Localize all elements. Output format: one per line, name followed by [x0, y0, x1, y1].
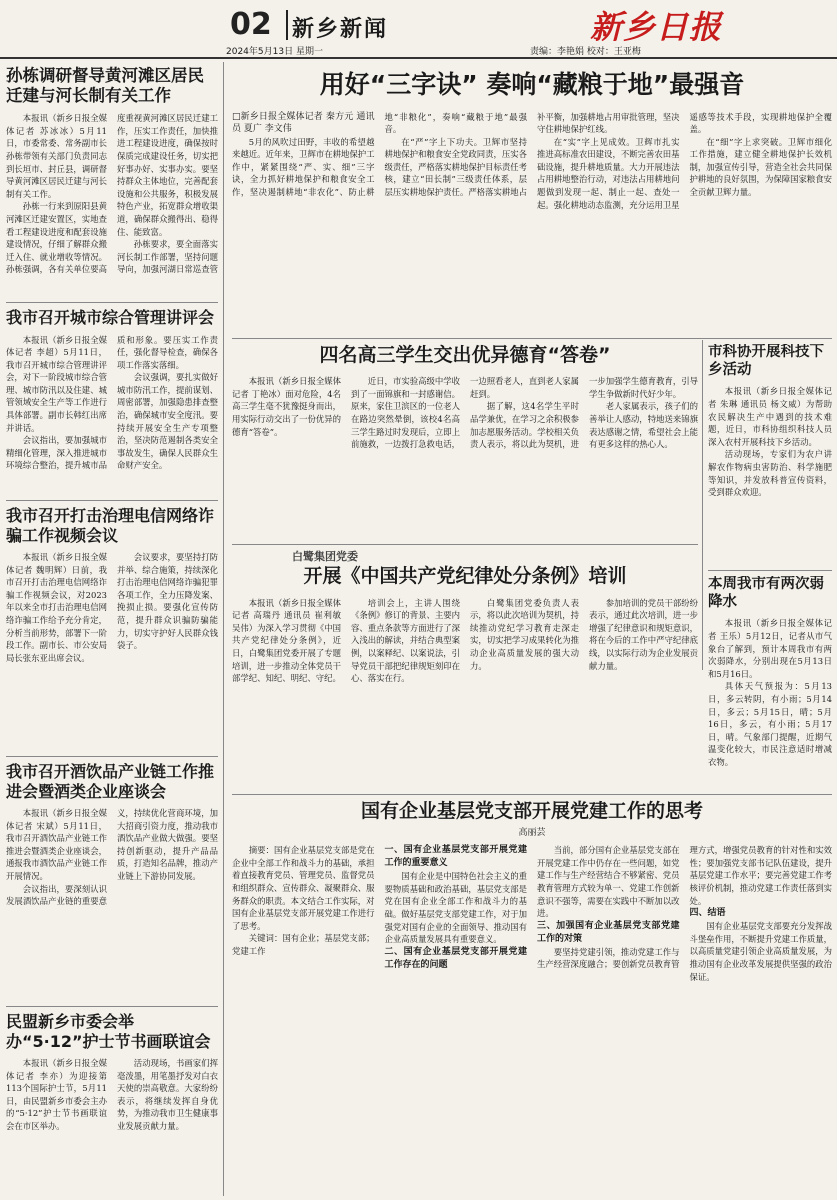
paragraph: 会议指出，要加强城市精细化管理，深入推进城市环境综合整治，提升城市品质和形象。要压实工作责任，强化督导检查，确保各项工作落实落细。 [6, 334, 218, 471]
masthead-rule [0, 57, 837, 59]
paragraph: 活动现场，专家们为农户讲解农作物病虫害防治、科学施肥等知识，并发放科普宣传资料，受到群众欢迎。 [708, 449, 832, 498]
section-heading: 三、加强国有企业基层党支部党建工作的对策 [537, 920, 680, 944]
article-divider [6, 756, 218, 757]
headline: 民盟新乡市委会举办“5·12”护士节书画联谊会 [6, 1012, 211, 1051]
column-divider [223, 62, 224, 1196]
article-science-association [708, 344, 832, 566]
headline: 四名高三学生交出优异德育“答卷” [319, 344, 611, 366]
headline: 国有企业基层党支部开展党建工作的思考 [360, 800, 703, 822]
paragraph: 本报讯（新乡日报全媒体记者 苏冰冰）5月11日，市委常委、常务副市长孙栋带领有关部门负责同志到长垣市、封丘县，调研督导黄河滩区居民迁建与河长制有关工作。 [6, 113, 107, 199]
abstract: 摘要：国有企业基层党支部是党在企业中全部工作和战斗力的基础，承担着直接教育党员、管理党员、监督党员和组织群众、宣传群众、凝聚群众、服务群众的职责。本文结合工作实际，对国有企业基层党支部开展党建工作进行了思考。 [232, 845, 375, 931]
paragraph: 孙栋一行来到原阳县黄河滩区迁建安置区，实地查看工程建设进度和配套设施建设情况，仔细了解群众搬迁入住、就业增收等情况。孙栋强调，各有关单位要高度重视黄河滩区居民迁建工作，压实工作责任，加快推进工程建设进度，确保按时保质完成建设任务，切实把好事办好、实事办实。要坚持群众主体地位，完善配套设施和公共服务，积极发展特色产业，拓宽群众增收渠道，确保群众搬得出、稳得住、能致富。 [6, 113, 218, 275]
article-divider [6, 302, 218, 303]
article-divider [232, 338, 832, 339]
page-number: 02 [230, 10, 288, 40]
headline: 我市召开打击治理电信网络诈骗工作视频会议 [6, 506, 215, 545]
editor-credits: 责编：李艳娟 校对：王亚梅 [530, 47, 641, 57]
headline: 我市召开酒饮品产业链工作推进会暨酒类企业座谈会 [6, 762, 215, 801]
article-body [708, 385, 832, 563]
paragraph: 本报讯（新乡日报全媒体记者 丁艳冰）面对危险，4名高三学生毫不犹豫挺身而出，用实际行动交出了一份优异的德育“答卷”。 [232, 376, 341, 437]
paragraph: 国有企业是中国特色社会主义的重要物质基础和政治基础，基层党支部是党在国有企业全部工作和战斗力的基础。做好基层党支部党建工作，对于加强党对国有企业的全面领导、推动国有企业高质量发展具有重要意义。 [384, 871, 527, 945]
paragraph: 培训会上，主讲人围绕《条例》修订的背景、主要内容、重点条款等方面进行了深入浅出的解读，并结合典型案例，以案释纪、以案说法，引导党员干部把纪律规矩刻印在心、落实在行。 [351, 597, 460, 684]
article-body [6, 807, 218, 997]
paragraph: 会议指出，要深刻认识发展酒饮品产业链的重要意义，持续优化营商环境，加大招商引资力度，推动我市酒饮品产业做大做强。要坚持创新驱动，提升产品品质，打造知名品牌，推动产业链上下游协同发展。 [6, 808, 218, 907]
keywords: 关键词：国有企业；基层党支部；党建工作 [232, 933, 375, 956]
paragraph: 在“严”字上下功夫。卫辉市坚持耕地保护和粮食安全党政同责，压实各级责任，严格落实耕地保护目标责任考核，建立“田长制”三级责任体系，层层压实耕地保护责任。严格落实耕地占补平衡，加强耕地占用审批管理，坚决守住耕地保护红线。 [384, 111, 680, 198]
article-city-management [6, 308, 218, 496]
article-body [232, 844, 832, 1196]
paragraph: 白鹭集团党委负责人表示，将以此次培训为契机，持续推动党纪学习教育走深走实，切实把学习成果转化为推动企业高质量发展的强大动力。 [470, 597, 579, 671]
article-weather [708, 576, 832, 790]
paragraph: 国有企业基层党支部要充分发挥战斗堡垒作用，不断提升党建工作质量，以高质量党建引领企业高质量发展，为推动国有企业改革发展提供坚强的政治保证。 [689, 921, 832, 982]
headline: 孙栋调研督导黄河滩区居民迁建与河长制有关工作 [6, 66, 204, 106]
article-students [232, 344, 698, 540]
paragraph: 在“细”字上求突破。卫辉市细化工作措施，建立健全耕地保护长效机制，加强宣传引导，营造全社会共同保护耕地的良好氛围，为保障国家粮食安全贡献卫辉力量。 [689, 136, 832, 198]
paragraph: 会议要求，要坚持打防并举、综合施策，持续深化打击治理电信网络诈骗犯罪各项工作，全力压降发案、挽损止损。要强化宣传防范，提升群众识骗防骗能力，切实守护好人民群众钱袋子。 [117, 552, 218, 651]
section-heading: 二、国有企业基层党支部开展党建工作存在的问题 [384, 946, 527, 970]
paragraph: 本报讯（新乡日报全媒体记者 王乐）5月12日，记者从市气象台了解到，预计本周我市有两次弱降水，分别出现在5月13日和5月16日。 [708, 618, 832, 679]
paragraph: 本报讯（新乡日报全媒体记者 宋斌）5月11日，我市召开酒饮品产业链工作推进会暨酒类企业座谈会，通报我市酒饮品产业链工作开展情况。 [6, 808, 107, 881]
headline: 市科协开展科技下乡活动 [708, 344, 824, 378]
article-cultivated-land [232, 66, 832, 336]
article-divider [708, 570, 832, 571]
paragraph: 参加培训的党员干部纷纷表示，通过此次培训，进一步增强了纪律意识和规矩意识，将在今后的工作中严守纪律底线，以实际行动为企业发展贡献力量。 [589, 597, 698, 671]
column-divider [702, 340, 703, 670]
article-divider [232, 544, 698, 545]
article-nurses-day [6, 1012, 218, 1196]
article-body [232, 597, 698, 783]
paragraph: 本报讯（新乡日报全媒体记者 李超）5月11日，我市召开城市综合管理讲评会，对下一阶段城市综合管理、城市防汛以及住建、城管领域安全生产等工作进行具体部署。副市长韩红出席并讲话。 [6, 334, 107, 433]
article-party-building [232, 800, 832, 1196]
article-body [708, 617, 832, 787]
masthead [0, 0, 837, 62]
paragraph: 据了解，这4名学生平时品学兼优，在学习之余积极参加志愿服务活动。学校相关负责人表示，将以此为契机，进一步加强学生德育教育，引导学生争做新时代好少年。 [470, 376, 698, 450]
paragraph: 会议强调，要扎实做好城市防汛工作，提前谋划、周密部署，加强隐患排查整治，确保城市安全度汛。要持续开展安全生产专项整治，坚决防范遏制各类安全事故发生，确保人民群众生命财产安全。 [117, 372, 218, 471]
kicker: 白鹭集团党委 [292, 550, 358, 563]
paragraph: 老人家属表示，孩子们的善举让人感动，特地送来锦旗表达感谢之情，希望社会上能有更多这样的热心人。 [589, 401, 698, 450]
paragraph: 本报讯（新乡日报全媒体记者 李亦）为迎接第113个国际护士节，5月11日，由民盟新乡市委会主办的“5·12”护士节书画联谊会在市区举办。 [6, 1058, 107, 1131]
section-heading: 一、国有企业基层党支部开展党建工作的重要意义 [384, 845, 527, 869]
paragraph: 5月的风吹过田野，丰收的希望越来越近。近年来，卫辉市在耕地保护工作中，紧紧围绕“严、实、细”三字诀，全力抓好耕地保护和粮食安全工作，坚决遏制耕地“非农化”、防止耕地“非粮化”，奏响“藏粮于地”最强音。 [232, 111, 527, 198]
author: 高丽芸 [518, 828, 546, 839]
article-divider [6, 500, 218, 501]
headline: 用好“三字诀” 奏响“藏粮于地”最强音 [319, 70, 745, 99]
byline: □新乡日报全媒体记者 秦方元 通讯员 夏广 李文伟 [232, 111, 375, 135]
headline: 我市召开城市综合管理讲评会 [6, 308, 215, 327]
section-heading: 四、结语 [689, 908, 726, 919]
article-telecom-fraud [6, 506, 218, 756]
paragraph: 具体天气预报为：5月13日，多云转阴，有小雨；5月14日，多云；5月15日，晴；5月16日，多云，有小雨；5月17日，晴。气象部门提醒，近期气温变化较大，市民注意适时增减衣物。 [708, 681, 832, 767]
paragraph: 近日，市实验高级中学收到了一面锦旗和一封感谢信。原来，家住卫滨区的一位老人在路边突然晕倒，该校4名高三学生路过时发现后，立即上前施救，一边拨打急救电话，一边照看老人，直到老人家属赶到。 [351, 376, 579, 450]
newspaper-logo: 新乡日报 [590, 8, 723, 46]
section-name: 新乡新闻 [292, 17, 389, 42]
paragraph: 在“实”字上见成效。卫辉市扎实推进高标准农田建设，不断完善农田基础设施，提升耕地质量。大力开展违法占用耕地整治行动，对违法占用耕地问题做到发现一起、制止一起、查处一起。强化耕地动态监测，充分运用卫星遥感等技术手段，实现耕地保护全覆盖。 [537, 111, 832, 210]
article-body [232, 111, 832, 325]
paragraph: 孙栋要求，要全面落实河长制工作部署，坚持问题导向，加强河湖日常巡查管 [117, 239, 218, 275]
headline: 开展《中国共产党纪律处分条例》培训 [303, 565, 627, 588]
paragraph: 要坚持党建引领，推动党建工作与生产经营深度融合；要创新党员教育管理方式，增强党员教育的针对性和实效性；要加强党支部书记队伍建设，提升基层党建工作水平；要完善党建工作考核评价机制，推动党建工作责任落到实处。 [537, 845, 832, 970]
article-sun-dong [6, 66, 218, 298]
paragraph: 本报讯（新乡日报全媒体记者 高瑞丹 通讯员 崔利敏 吴伟）为深入学习贯彻《中国共产党纪律处分条例》，近日，白鹭集团党委开展了专题培训，进一步推动全体党员干部学纪、知纪、明纪、守纪。 [232, 597, 341, 684]
article-divider [6, 1006, 218, 1007]
paragraph: 活动现场，书画家们挥毫泼墨，用笔墨抒发对白衣天使的崇高敬意。大家纷纷表示，将继续发挥自身优势，为推动我市卫生健康事业发展贡献力量。 [117, 1058, 218, 1131]
article-body [6, 112, 218, 288]
article-body [232, 375, 698, 535]
paragraph: 本报讯（新乡日报全媒体记者 朱琳 通讯员 杨文威）为帮助农民解决生产中遇到的技术难题，近日，市科协组织科技人员深入农村开展科技下乡活动。 [708, 386, 832, 447]
article-body [6, 1057, 218, 1193]
article-body [6, 334, 218, 492]
issue-date: 2024年5月13日 星期一 [226, 47, 323, 57]
paragraph: 当前，部分国有企业基层党支部在开展党建工作中仍存在一些问题，如党建工作与生产经营结合不够紧密、党员教育管理方式较为单一、党建工作创新意识不强等，需要在实践中不断加以改进。 [537, 845, 680, 919]
article-divider [232, 794, 832, 795]
article-liquor-industry [6, 762, 218, 1002]
headline: 本周我市有两次弱降水 [708, 576, 824, 610]
article-disciplinary-training [232, 550, 698, 790]
paragraph: 本报讯（新乡日报全媒体记者 魏明辉）日前，我市召开打击治理电信网络诈骗工作视频会议，对2023年以来全市打击治理电信网络诈骗工作给予充分肯定，分析当前形势，部署下一阶段工作。副市长、市公安局局长张东亚出席会议。 [6, 552, 107, 663]
article-body [6, 551, 218, 751]
